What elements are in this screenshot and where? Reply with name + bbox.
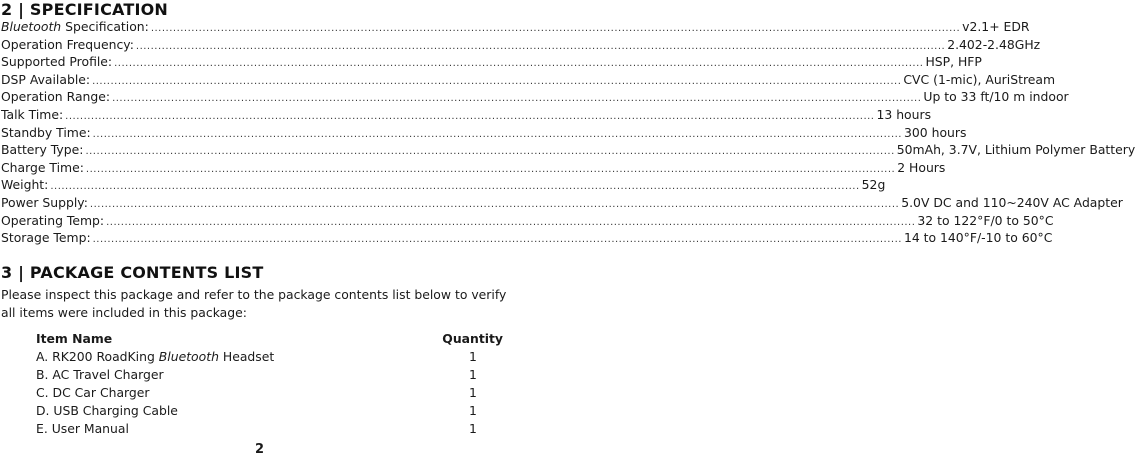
package-item-row [36, 348, 503, 366]
package-item-quantity: 1 [469, 421, 477, 436]
spec-label [1, 88, 110, 106]
spec-label-text: DSP Available: [1, 71, 91, 87]
package-item-name [36, 384, 443, 402]
spec-label [1, 71, 90, 89]
spec-label-text: Specification: [61, 19, 149, 34]
package-item-quantity: 1 [469, 403, 477, 418]
spec-row [1, 194, 1123, 212]
dot-leader: ............................................................................................................................................................................................................................ [50, 181, 860, 193]
dot-leader: ............................................................................................................................................................................................................................ [112, 93, 922, 105]
spec-value: HSP, HFP [925, 54, 982, 70]
spec-label [1, 36, 134, 54]
package-item-prefix: D. USB Charging Cable [36, 403, 178, 418]
spec-label [1, 18, 149, 36]
dot-leader: ............................................................................................................................................................................................................................ [92, 128, 902, 140]
dot-leader: ............................................................................................................................................................................................................................ [92, 234, 902, 246]
package-item-row [36, 366, 503, 384]
dot-leader: ............................................................................................................................................................................................................................ [150, 23, 961, 34]
spec-value: 14 to 140°F/-10 to 60°C [903, 230, 1053, 246]
package-item-prefix: B. AC Travel Charger [36, 367, 164, 382]
dot-leader: ............................................................................................................................................................................................................................ [135, 40, 946, 52]
spec-label [1, 106, 63, 124]
package-item-prefix: A. RK200 RoadKing [36, 349, 159, 364]
package-item-quantity: 1 [469, 367, 477, 382]
dot-leader: ............................................................................................................................................................................................................................ [85, 163, 896, 175]
package-item-brand: Bluetooth [158, 349, 219, 364]
package-item-name [36, 348, 443, 366]
spec-label-text: Operating Temp: [1, 212, 105, 228]
spec-label [1, 53, 112, 71]
spec-row [1, 159, 946, 177]
spec-row [1, 141, 1135, 159]
package-item-row [36, 402, 503, 420]
spec-label-text: Supported Profile: [1, 54, 113, 70]
spec-value: 52g [861, 177, 886, 193]
package-item-prefix: C. DC Car Charger [36, 385, 150, 400]
package-table-header [36, 330, 503, 348]
package-item-row [36, 384, 503, 402]
spec-value: v2.1+ EDR [962, 19, 1030, 34]
dot-leader: ............................................................................................................................................................................................................................ [65, 110, 875, 122]
spec-label [1, 176, 48, 194]
spec-label [1, 194, 88, 212]
spec-label-text: Operation Range: [1, 89, 111, 105]
quantity-header: Quantity [442, 331, 503, 346]
item-name-header: Item Name [36, 331, 113, 346]
spec-label-text: Talk Time: [1, 106, 64, 122]
spec-label-text: Operation Frequency: [1, 36, 134, 52]
spec-row [1, 229, 1053, 247]
package-item-name [36, 366, 443, 384]
package-item-prefix: E. User Manual [36, 421, 129, 436]
package-contents-table [36, 330, 503, 438]
spec-label [1, 159, 84, 177]
dot-leader: ............................................................................................................................................................................................................................ [85, 146, 895, 158]
dot-leader: ............................................................................................................................................................................................................................ [89, 198, 900, 210]
spec-value: 50mAh, 3.7V, Lithium Polymer Battery [896, 142, 1135, 158]
spec-row [1, 88, 1069, 106]
spec-label-text: Charge Time: [1, 159, 84, 175]
spec-label-text: Battery Type: [1, 142, 84, 158]
spec-label [1, 124, 91, 142]
spec-row [1, 106, 932, 124]
spec-value: 2.402-2.48GHz [947, 36, 1041, 52]
spec-label-brand: Bluetooth [1, 19, 62, 34]
spec-row [1, 124, 967, 142]
spec-row [1, 53, 982, 71]
spec-value: 5.0V DC and 110~240V AC Adapter [901, 194, 1123, 210]
spec-row [1, 71, 1056, 89]
spec-label [1, 212, 104, 230]
package-item-row [36, 420, 503, 438]
spec-label-text: Power Supply: [1, 194, 88, 210]
spec-value: 300 hours [904, 124, 967, 140]
dot-leader: ............................................................................................................................................................................................................................ [114, 58, 924, 70]
dot-leader: ............................................................................................................................................................................................................................ [106, 216, 916, 228]
spec-row [1, 212, 1054, 230]
spec-label-text: Storage Temp: [1, 230, 91, 246]
spec-value: CVC (1-mic), AuriStream [903, 71, 1056, 87]
package-item-quantity: 1 [469, 385, 477, 400]
spec-label [1, 141, 83, 159]
package-intro-text: Please inspect this package and refer to the package contents list below to verify all items were included in this package: [1, 287, 507, 320]
specification-heading: 2 | SPECIFICATION [1, 0, 169, 19]
spec-label-text: Weight: [1, 177, 49, 193]
dot-leader: ............................................................................................................................................................................................................................ [92, 75, 902, 87]
package-item-name [36, 420, 443, 438]
package-contents-heading: 3 | PACKAGE CONTENTS LIST [1, 263, 264, 282]
spec-label [1, 229, 91, 247]
spec-value: 32 to 122°F/0 to 50°C [917, 212, 1054, 228]
spec-row [1, 36, 1041, 54]
page-number: 2 [254, 442, 265, 457]
spec-row [1, 176, 886, 194]
spec-row [1, 18, 1030, 36]
package-item-quantity: 1 [469, 349, 477, 364]
package-items [36, 348, 503, 438]
package-item-suffix: Headset [218, 349, 275, 364]
spec-value: 13 hours [876, 106, 932, 122]
specification-list [1, 18, 1135, 247]
package-item-name [36, 402, 443, 420]
spec-value: 2 Hours [897, 159, 946, 175]
spec-label-text: Standby Time: [1, 124, 91, 140]
spec-value: Up to 33 ft/10 m indoor [923, 89, 1069, 105]
